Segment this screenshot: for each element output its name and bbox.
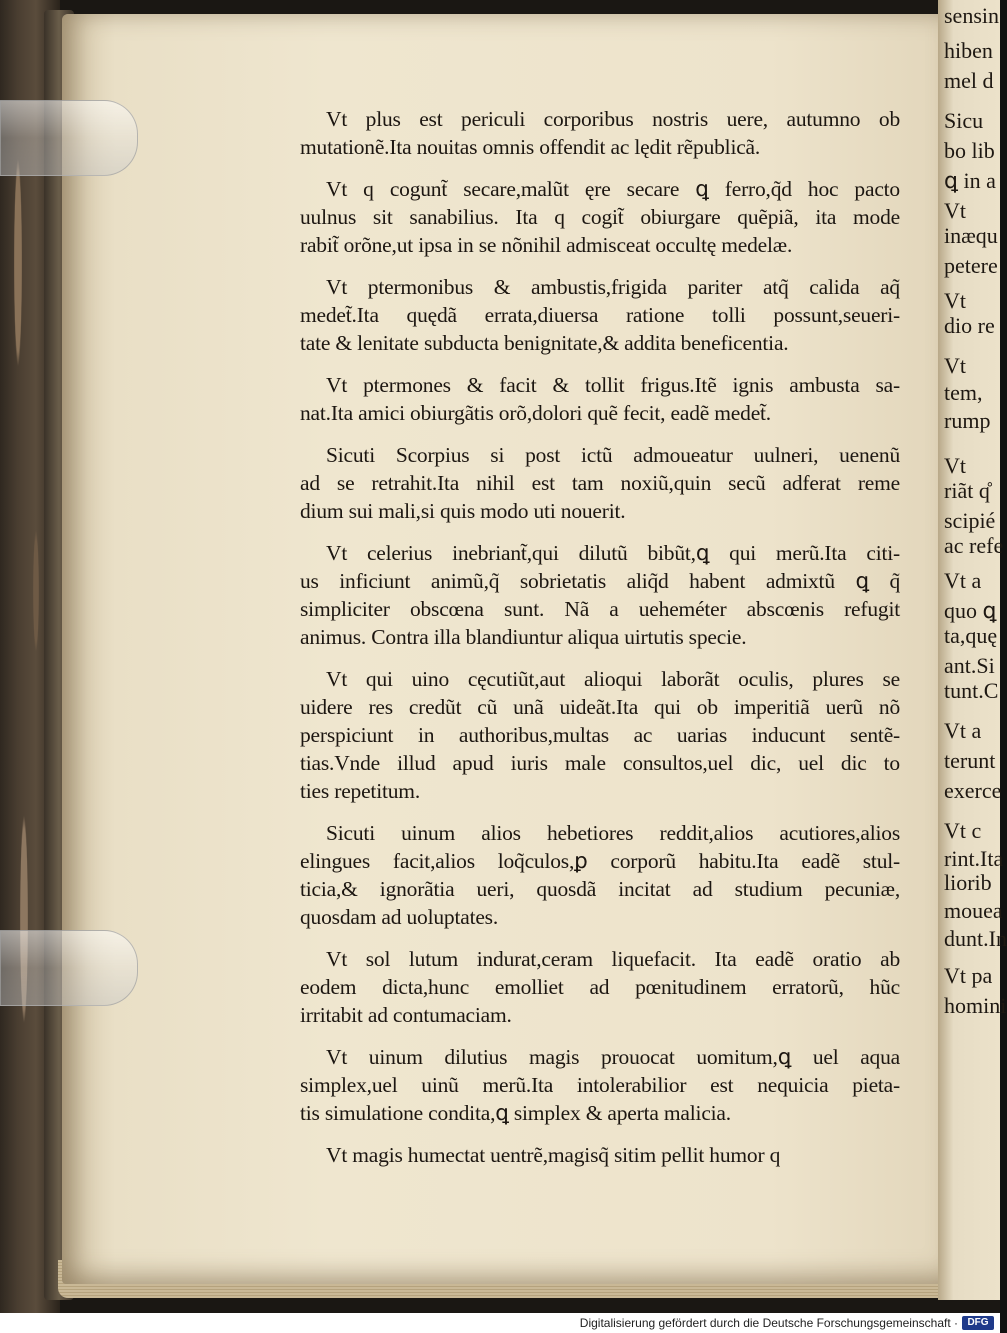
paragraph: [300, 175, 900, 259]
text-line: mutationẽ.Ita nouitas omnis offendit ac lędit rẽpublicã.: [300, 135, 761, 159]
paragraph: [300, 665, 900, 805]
adjacent-page-fragment: Vt pa: [944, 963, 993, 988]
text-line: Sicuti uinum alios hebetiores reddit,alios acutiores,alios: [326, 821, 900, 845]
adjacent-page-fragment: Vt a: [944, 568, 982, 593]
text-line: Vt qui uino cęcutiũt,aut alioqui laborãt oculis, plures se: [326, 667, 900, 691]
text-line: irritabit ad contumaciam.: [300, 1003, 512, 1027]
adjacent-page-fragment: tem,: [944, 380, 983, 405]
text-line: tias.Vnde illud apud iuris male consultos,uel dic, uel dic to: [300, 751, 900, 775]
adjacent-page-fragment: terunt: [944, 748, 996, 773]
paragraph: [300, 1141, 900, 1169]
text-line: Sicuti Scorpius si post ictũ admoueatur uulneri, uenenũ: [326, 443, 900, 467]
adjacent-page-fragment: scipié: [944, 508, 996, 533]
adjacent-page-fragment: exerce: [944, 778, 1002, 803]
text-line: elingues facit,alios loq̃culos,ꝑ corporũ habitu.Ita eadẽ stul-: [300, 849, 900, 873]
text-line: dium sui mali,si quis modo uti nouerit.: [300, 499, 626, 523]
paragraph: [300, 105, 900, 161]
adjacent-page-fragment: petere: [944, 253, 998, 278]
adjacent-page-fragment: ac refe: [944, 533, 1004, 558]
paragraph: [300, 539, 900, 651]
adjacent-page-fragment: mel d: [944, 68, 994, 93]
text-line: uulnus sit sanabilius. Ita q cogit̃ obiurgare quẽpiã, ita mode: [300, 205, 900, 229]
adjacent-page-fragment: dunt.In: [944, 926, 1007, 951]
adjacent-page-fragment: hiben: [944, 38, 993, 63]
text-line: Vt sol lutum indurat,ceram liquefacit. Ita eadẽ oratio ab: [326, 947, 900, 971]
text-line: rabit̃ orõne,ut ipsa in se nõnihil admisceat occultę medelæ.: [300, 233, 793, 257]
paragraph: [300, 371, 900, 427]
text-line: Vt plus est periculi corporibus nostris uere, autumno ob: [326, 107, 900, 131]
adjacent-page-fragment: Vt: [944, 453, 966, 478]
adjacent-page-fragment: Vt: [944, 353, 966, 378]
text-line: Vt q cogunt̃ secare,malũt ęre secare ꝗ ferro,q̃d hoc pacto: [326, 177, 900, 201]
adjacent-page-fragment: rint.Ita: [944, 846, 1004, 871]
adjacent-page-fragment: Vt: [944, 198, 966, 223]
adjacent-page-fragment: bo lib: [944, 138, 995, 163]
adjacent-page-fragment: inæqu: [944, 223, 998, 248]
text-line: tis simulatione condita,ꝗ simplex & aperta malicia.: [300, 1101, 731, 1125]
page-text: [300, 105, 900, 1183]
book-clip-bottom: [0, 930, 138, 1006]
text-line: simpliciter obscœna sunt. Nã a ueheméter abscœnis refugit: [300, 597, 900, 621]
text-line: simplex,uel uinũ merũ.Ita intolerabilior est nequicia pieta-: [300, 1073, 900, 1097]
dfg-logo: DFG: [962, 1316, 994, 1330]
adjacent-page: [938, 0, 1007, 1300]
paragraph: [300, 945, 900, 1029]
adjacent-page-fragment: Sicu: [944, 108, 984, 133]
adjacent-page-fragment: riãt q̊: [944, 478, 990, 503]
adjacent-page-fragment: ꝗ in a: [944, 168, 996, 193]
text-line: nat.Ita amici obiurgãtis orõ,dolori quẽ fecit, eadẽ medet̃.: [300, 401, 771, 425]
adjacent-page-fragment: ta,quę: [944, 623, 998, 648]
paragraph: [300, 441, 900, 525]
text-line: ad se retrahit.Ita nihil est tam noxiũ,quin secũ adferat reme: [300, 471, 900, 495]
text-line: Vt ptermones & facit & tollit frigus.Itẽ ignis ambusta sa-: [326, 373, 900, 397]
paragraph: [300, 1043, 900, 1127]
text-line: animus. Contra illa blandiuntur aliqua uirtutis specie.: [300, 625, 747, 649]
adjacent-page-fragment: Vt c: [944, 818, 982, 843]
book-clip-top: [0, 100, 138, 176]
adjacent-page-fragment: quo ꝗ: [944, 598, 997, 623]
text-line: eodem dicta,hunc emolliet ad pœnitudinem erratorũ, hũc: [300, 975, 900, 999]
text-line: us inficiunt animũ,q̃ sobrietatis aliq̃d habent admixtũ ꝗ q̃: [300, 569, 900, 593]
paragraph: [300, 273, 900, 357]
paragraph: [300, 819, 900, 931]
adjacent-page-fragment: homini: [944, 993, 1007, 1018]
text-line: medet̃.Ita quędã errata,diuersa ratione tolli possunt,seueri-: [300, 303, 900, 327]
text-line: uidere res credũt cũ unã uideãt.Ita qui ob imperitiã uerũ nõ: [300, 695, 900, 719]
adjacent-page-fragment: tunt.C: [944, 678, 999, 703]
adjacent-page-fragment: ant.Si: [944, 653, 995, 678]
adjacent-page-fragment: rump: [944, 408, 991, 433]
text-line: perspiciunt in authoribus,multas ac uarias inducunt sentẽ-: [300, 723, 900, 747]
text-line: Vt uinum dilutius magis prouocat uomitum,ꝗ uel aqua: [326, 1045, 900, 1069]
text-line: ticia,& ignorãtia ueri, quosdã incitat ad studium pecuniæ,: [300, 877, 900, 901]
adjacent-page-fragment: Vt: [944, 288, 966, 313]
text-line: quosdam ad uoluptates.: [300, 905, 499, 929]
footer-bar: [0, 1313, 1000, 1333]
text-line: Vt celerius inebriant̃,qui dilutũ bibũt,ꝗ qui merũ.Ita citi-: [326, 541, 900, 565]
adjacent-page-fragment: sensin: [944, 3, 999, 28]
adjacent-page-fragment: liorib: [944, 870, 992, 895]
funding-credit: Digitalisierung gefördert durch die Deutsche Forschungsgemeinschaft ·: [579, 1316, 958, 1330]
text-line: tate & lenitate subducta benignitate,& addita beneficentia.: [300, 331, 789, 355]
adjacent-page-fragment: mouea: [944, 898, 1003, 923]
text-line: ties repetitum.: [300, 779, 420, 803]
adjacent-page-fragment: dio re: [944, 313, 995, 338]
text-line: Vt magis humectat uentrẽ,magisq̃ sitim pellit humor q: [326, 1143, 781, 1167]
text-line: Vt ptermonibus & ambustis,frigida pariter atq̃ calida aq̃: [326, 275, 900, 299]
adjacent-page-fragment: Vt a: [944, 718, 982, 743]
